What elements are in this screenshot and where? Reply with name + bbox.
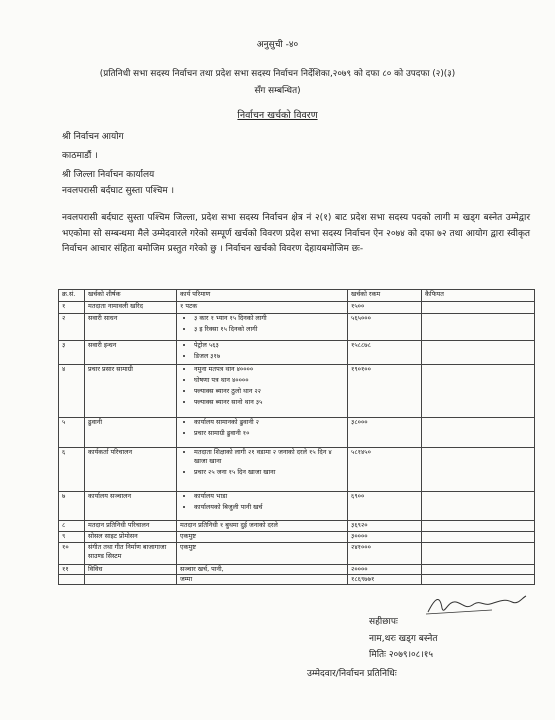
row-amount: २०००० xyxy=(348,565,422,575)
row-serial: ८ xyxy=(59,521,85,532)
detail-text: १ पटक xyxy=(180,302,198,310)
detail-list xyxy=(180,365,344,407)
row-serial: ६ xyxy=(59,448,85,492)
row-serial: ३ xyxy=(59,341,85,365)
header-title: खर्चको शीर्षक xyxy=(85,290,177,302)
row-details xyxy=(177,521,348,532)
row-details xyxy=(177,565,348,575)
detail-item: • फ्ल्याक्स ब्यानर सानो थान ३५ xyxy=(194,398,344,407)
addressee-line4: नवलपरासी बर्दघाट सुस्ता पश्चिम । xyxy=(62,186,175,196)
annex-label: अनुसुची -४० xyxy=(256,40,299,50)
row-remarks xyxy=(422,521,535,532)
table-row xyxy=(59,532,535,543)
detail-item: • प्रचार २५ जना १५ दिन खाजा खाना xyxy=(194,468,344,477)
table-header-row xyxy=(59,290,535,302)
expense-table xyxy=(58,289,535,585)
row-title: विविध xyxy=(85,565,177,575)
detail-item: • ३ कार १ भ्यान १५ दिनको लागी xyxy=(194,314,344,323)
row-amount: १५०० xyxy=(348,302,422,314)
row-amount: ३६९२० xyxy=(348,521,422,532)
document-title: निर्वाचन खर्चको विवरण xyxy=(237,110,318,121)
row-amount: १५८८७८ xyxy=(348,341,422,365)
detail-text: एकमुष्ट xyxy=(180,532,196,540)
row-title: कार्यकर्ता परिचालन xyxy=(85,448,177,492)
table-row xyxy=(59,365,535,418)
subtitle-line2: सँग सम्बन्धित) xyxy=(254,86,301,96)
detail-item: • कार्यालयको बिजुली पानी खर्च xyxy=(194,503,344,512)
row-details xyxy=(177,492,348,521)
detail-text: सञ्चार खर्च, पानी, xyxy=(180,565,224,573)
detail-item: • पेट्रोल ५६३ xyxy=(194,341,344,350)
row-details xyxy=(177,448,348,492)
row-serial: ११ xyxy=(59,565,85,575)
table-row xyxy=(59,314,535,341)
detail-text: मतदान प्रतिनिधी १ बुथमा दुई जनाको दरले xyxy=(180,521,278,529)
row-title: सवारी इन्धन xyxy=(85,341,177,365)
row-amount: ३०००० xyxy=(348,532,422,543)
row-remarks xyxy=(422,448,535,492)
row-details xyxy=(177,543,348,565)
row-remarks xyxy=(422,543,535,565)
detail-list xyxy=(180,448,344,477)
row-title: मतदान प्रतिनिधी परिचालन xyxy=(85,521,177,532)
row-serial: ५ xyxy=(59,418,85,448)
signature-label: सहीछापः xyxy=(369,617,398,627)
row-details xyxy=(177,341,348,365)
addressee-line1: श्री निर्वाचन आयोग xyxy=(62,132,124,142)
signature-mark xyxy=(422,590,532,620)
detail-item: • डिजल ३१७ xyxy=(194,352,344,361)
header-amount: खर्चको रकम xyxy=(348,290,422,302)
row-details xyxy=(177,302,348,314)
row-amount: ३८००० xyxy=(348,418,422,448)
row-remarks xyxy=(422,532,535,543)
header-details: कार्य परिमाण xyxy=(177,290,348,302)
detail-list xyxy=(180,341,344,361)
row-amount: १९०१०० xyxy=(348,365,422,418)
row-title: मतदाता नामावली खरिद xyxy=(85,302,177,314)
total-label: जम्मा xyxy=(177,575,348,585)
header-serial: क्र.सं. xyxy=(59,290,85,302)
table-row xyxy=(59,418,535,448)
signature-date: मितिः २०७९।०८।१५ xyxy=(369,650,434,660)
table-row xyxy=(59,302,535,314)
detail-item: • घोषणा पत्र थान ४०००० xyxy=(194,376,344,385)
table-row xyxy=(59,543,535,565)
row-details xyxy=(177,532,348,543)
row-serial: २ xyxy=(59,314,85,341)
header-remarks: कैफियत xyxy=(422,290,535,302)
row-serial: १ xyxy=(59,302,85,314)
row-serial: ९ xyxy=(59,532,85,543)
row-title: सोसल साइट प्रोमोसन xyxy=(85,532,177,543)
row-title: संगीत तथा गीत निर्माण बाजागाजा साउण्ड सिस्टम xyxy=(85,543,177,565)
signatory-name: नाम,थरः खड्ग बस्नेत xyxy=(369,634,438,644)
table-row xyxy=(59,492,535,521)
row-remarks xyxy=(422,314,535,341)
row-title: सवारी साधन xyxy=(85,314,177,341)
row-details xyxy=(177,314,348,341)
detail-item: • फ्ल्याक्स ब्यानर ठुलो थान २२ xyxy=(194,387,344,396)
detail-item: • प्रचार सामाग्री ढुवानी १० xyxy=(194,429,344,438)
row-serial: ७ xyxy=(59,492,85,521)
detail-text: एकमुष्ट xyxy=(180,543,196,551)
total-serial-cell xyxy=(59,575,85,585)
row-title: ढुवानी xyxy=(85,418,177,448)
table-row xyxy=(59,341,535,365)
row-serial: ४ xyxy=(59,365,85,418)
row-details xyxy=(177,418,348,448)
detail-item: • नमुना मतपत्र थान ४०००० xyxy=(194,365,344,374)
addressee-line2: काठमाडौं । xyxy=(62,151,98,161)
row-remarks xyxy=(422,418,535,448)
row-title: प्रचार प्रसार सामाग्री xyxy=(85,365,177,418)
detail-item: • कार्यालय भाडा xyxy=(194,492,344,501)
row-remarks xyxy=(422,565,535,575)
row-amount: २४१००० xyxy=(348,543,422,565)
row-remarks xyxy=(422,492,535,521)
row-amount: ६९०० xyxy=(348,492,422,521)
table-row xyxy=(59,521,535,532)
row-details xyxy=(177,365,348,418)
row-remarks xyxy=(422,365,535,418)
addressee-line3: श्री जिल्ला निर्वाचन कार्यालय xyxy=(62,170,155,180)
total-title-cell xyxy=(85,575,177,585)
detail-item: • मतदाता शिक्षाको लागी २१ वडामा २ जनाको दरले १५ दिन ४ खाजा खाना xyxy=(194,448,344,466)
row-remarks xyxy=(422,341,535,365)
row-remarks xyxy=(422,302,535,314)
total-remarks-cell xyxy=(422,575,535,585)
row-serial: १० xyxy=(59,543,85,565)
row-title: कार्यालय सञ्चालन xyxy=(85,492,177,521)
body-paragraph: नवलपरासी बर्दघाट सुस्ता पश्चिम जिल्ला, प्रदेश सभा सदस्य निर्वाचन क्षेत्र नं २(१) बाट प्रदेश सभा सदस्य पदको लागी म खड्ग बस्नेत उम्मेद्वार भएकोमा सो सम्बन्धमा मैले उम्मेदवारले गरेको सम्पूर्ण खर्चको विवरण प्रदेश सभा सदस्य निर्वाचन ऐन २०७४ को दफा ७२ तथा आयोग द्वारा स्वीकृत निर्वाचन आचार संहिता बमोजिम प्रस्तुत गरेको छु । निर्वाचन खर्चको विवरण देहायबमोजिम छः- xyxy=(62,213,530,254)
detail-list xyxy=(180,418,344,438)
table-row xyxy=(59,565,535,575)
row-amount: ५८१४५० xyxy=(348,448,422,492)
detail-item: • कार्यालय सामानको ढुवानी २ xyxy=(194,418,344,427)
table-row xyxy=(59,448,535,492)
subtitle-line1: (प्रतिनिधी सभा सदस्य निर्वाचन तथा प्रदेश सभा सदस्य निर्वाचन निर्देशिका,२०७९ को दफा ८० को उपदफा (२)(३) xyxy=(99,69,456,79)
detail-item: • ३ इ रिक्सा १५ दिनको लागी xyxy=(194,325,344,334)
row-amount: ५६५००० xyxy=(348,314,422,341)
detail-list xyxy=(180,314,344,334)
signatory-role: उम्मेदवार/निर्वाचन प्रतिनिधिः xyxy=(307,669,397,679)
detail-list xyxy=(180,492,344,512)
total-row xyxy=(59,575,535,585)
total-amount: १८६९७७१ xyxy=(348,575,422,585)
